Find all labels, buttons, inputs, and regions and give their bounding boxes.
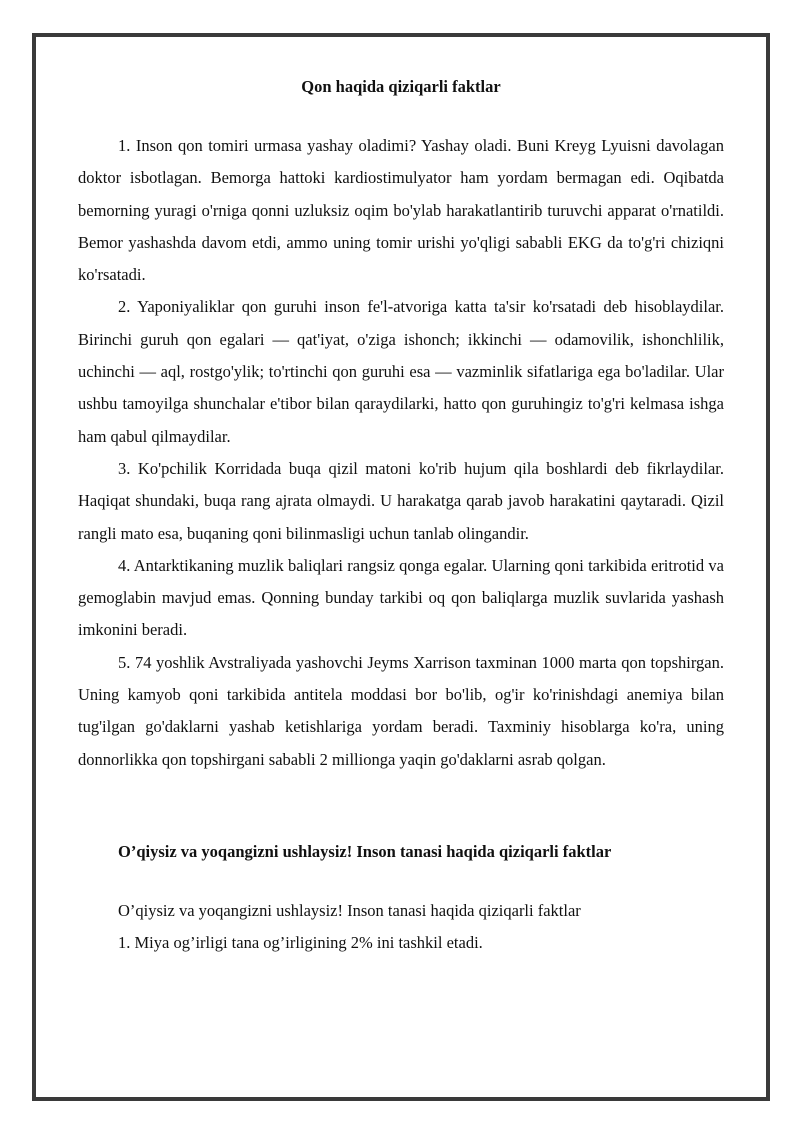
document-body: [78, 75, 724, 960]
paragraph-fact-5: 5. 74 yoshlik Avstraliyada yashovchi Jeyms Xarrison taxminan 1000 marta qon topshirgan. Uning kamyob qoni tarkibida antitela moddasi bor bo'lib, og'ir ko'rinishdagi anemiya bilan tug'ilgan go'daklarni yashab ketishlariga yordam beradi. Taxminiy hisoblarga ko'ra, uning donnorlikka qon topshirgani sababli 2 millionga yaqin go'daklarni asrab qolgan.: [78, 652, 724, 769]
paragraph-fact-4: 4. Antarktikaning muzlik baliqlari rangsiz qonga egalar. Ularning qoni tarkibida eritrotid va gemoglabin mavjud emas. Qonning bunday tarkibi oq qon baliqlarga muzlik suvlarida yashash imkonini beradi.: [78, 555, 724, 640]
section-fact-1-line: 1. Miya og’irligi tana og’irligining 2% ini tashkil etadi.: [118, 933, 483, 953]
section-spacer: [78, 776, 724, 840]
page-frame: [32, 33, 770, 1101]
paragraph-fact-3: 3. Ko'pchilik Korridada buqa qizil matoni ko'rib hujum qila boshlardi deb fikrlaydilar. Haqiqat shundaki, buqa rang ajrata olmaydi. U harakatga qarab javob harakatini qaytaradi. Qizil rangli mato esa, buqaning qoni bilinmasligi uchun tanlab olingandir.: [78, 458, 724, 543]
paragraph-fact-1: 1. Inson qon tomiri urmasa yashay oladimi? Yashay oladi. Buni Kreyg Lyuisni davolagan doktor isbotlagan. Bemorga hattoki kardiostimulyator ham yordam bermagan edi. Oqibatda bemorning yuragi o'rniga qonni uzluksiz oqim bo'ylab harakatlantirib turuvchi apparat o'rnatildi. Bemor yashashda davom etdi, ammo uning tomir urishi yo'qligi sababli EKG da to'g'ri chiziqni ko'rsatadi.: [78, 136, 724, 285]
section-subtitle: O’qiysiz va yoqangizni ushlaysiz! Inson tanasi haqida qiziqarli faktlar: [118, 841, 612, 861]
paragraph-fact-2: 2. Yaponiyaliklar qon guruhi inson fe'l-atvoriga katta ta'sir ko'rsatadi deb hisoblaydilar. Birinchi guruh qon egalari — qat'iyat, o'ziga ishonch; ikkinchi — odamovilik, ishonchlilik, uchinchi — aql, rostgo'ylik; to'rtinchi qon guruhi esa — vazminlik sifatlariga ega bo'ladilar. Ular ushbu tamoyilga shunchalar e'tibor bilan qaraydilarki, hatto qon guruhingiz to'g'ri kelmasa ishga ham qabul qilmaydilar.: [78, 297, 724, 446]
section-intro-line: O’qiysiz va yoqangizni ushlaysiz! Inson tanasi haqida qiziqarli faktlar: [118, 900, 581, 920]
document-title: Qon haqida qiziqarli faktlar: [301, 77, 501, 96]
